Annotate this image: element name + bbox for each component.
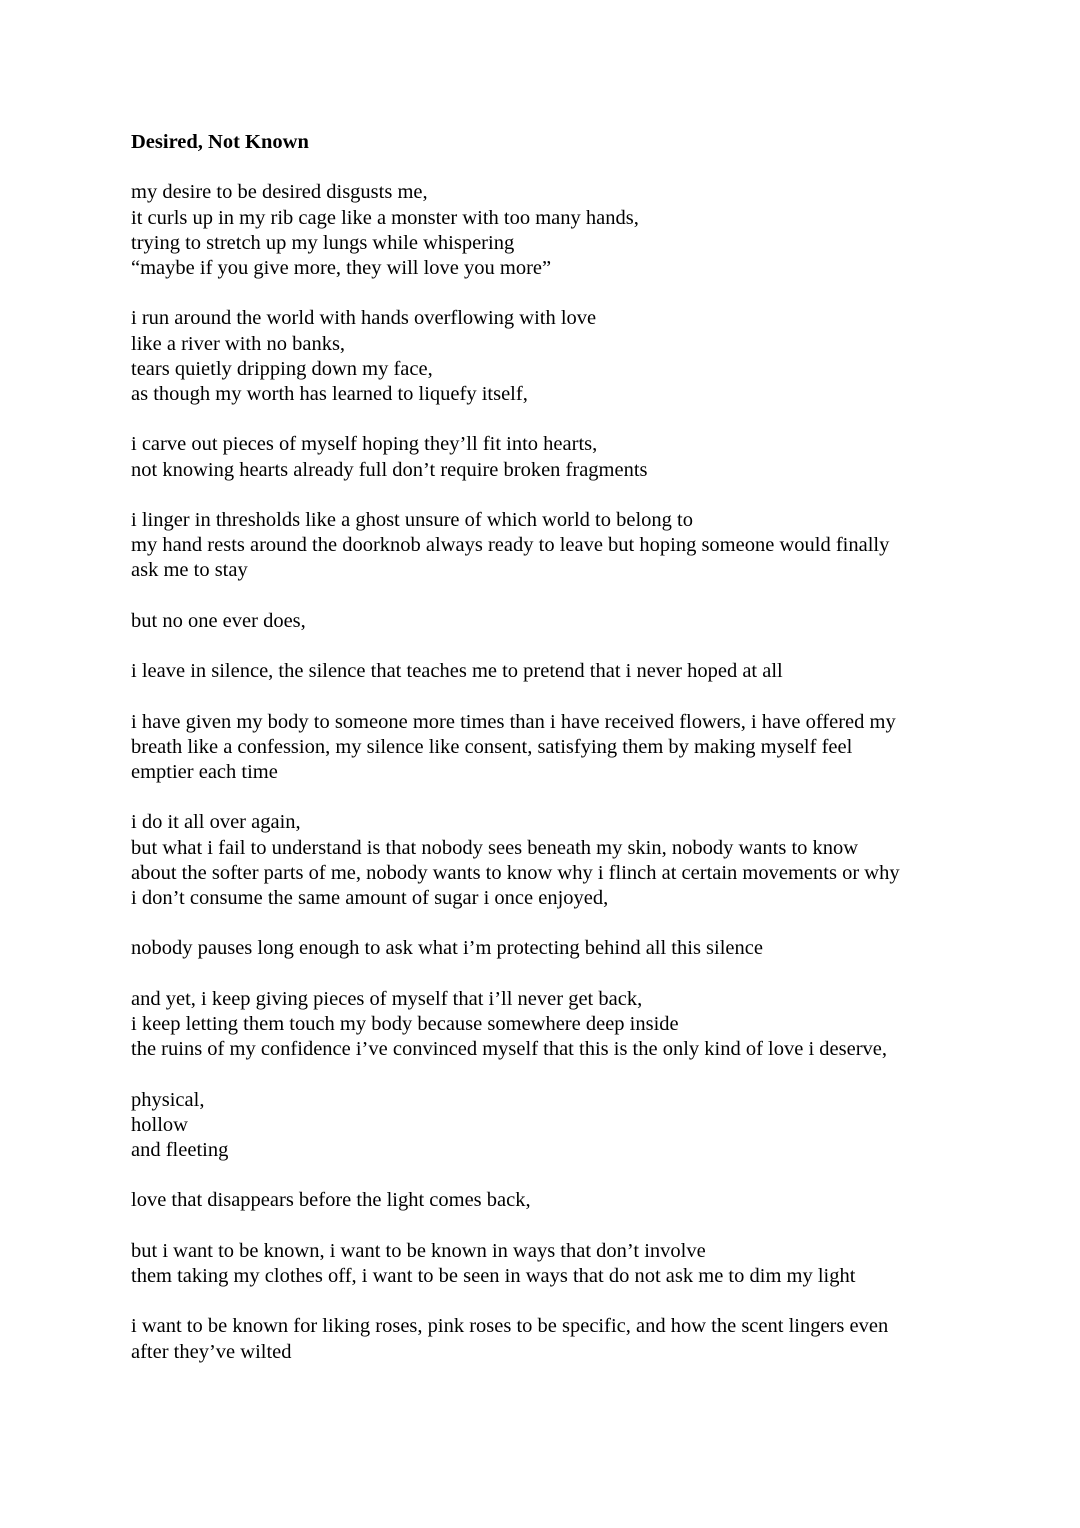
stanza: [131, 1239, 961, 1289]
poem-line: breath like a confession, my silence like consent, satisfying them by making myself feel: [131, 735, 853, 758]
stanza: [131, 180, 961, 281]
stanza: [131, 1088, 961, 1164]
stanza: [131, 1314, 961, 1364]
poem-line: i linger in thresholds like a ghost unsure of which world to belong to: [131, 508, 693, 531]
poem-line: i don’t consume the same amount of sugar i once enjoyed,: [131, 886, 609, 909]
poem-line: after they’ve wilted: [131, 1340, 292, 1363]
poem-line: it curls up in my rib cage like a monster with too many hands,: [131, 206, 639, 229]
poem-line: emptier each time: [131, 760, 278, 783]
poem-line: i carve out pieces of myself hoping they’ll fit into hearts,: [131, 433, 598, 456]
poem-line: trying to stretch up my lungs while whispering: [131, 231, 515, 254]
stanza: [131, 609, 961, 634]
poem-line: and fleeting: [131, 1138, 229, 1161]
stanza: [131, 432, 961, 482]
poem-line: physical,: [131, 1088, 205, 1111]
poem-line: love that disappears before the light comes back,: [131, 1189, 531, 1212]
stanza: [131, 1188, 961, 1213]
poem-line: but no one ever does,: [131, 609, 306, 632]
poem-line: not knowing hearts already full don’t require broken fragments: [131, 458, 648, 481]
poem-line: “maybe if you give more, they will love you more”: [131, 257, 552, 279]
poem-line: ask me to stay: [131, 559, 248, 582]
poem-line: but i want to be known, i want to be known in ways that don’t involve: [131, 1239, 706, 1262]
stanza: [131, 659, 961, 684]
stanza: [131, 710, 961, 786]
stanza: [131, 987, 961, 1063]
poem-line: like a river with no banks,: [131, 332, 346, 355]
poem-line: nobody pauses long enough to ask what i’m protecting behind all this silence: [131, 937, 763, 960]
poem-line: i do it all over again,: [131, 811, 301, 834]
poem-line: as though my worth has learned to liquefy itself,: [131, 383, 528, 405]
poem-line: i run around the world with hands overflowing with love: [131, 307, 597, 330]
document-page: [131, 130, 961, 1390]
poem-line: but what i fail to understand is that nobody sees beneath my skin, nobody wants to know: [131, 836, 859, 859]
poem-line: i keep letting them touch my body because somewhere deep inside: [131, 1012, 679, 1035]
poem-line: about the softer parts of me, nobody wants to know why i flinch at certain movements or why: [131, 861, 900, 884]
poem-line: my hand rests around the doorknob always ready to leave but hoping someone would finally: [131, 534, 890, 557]
poem-title: Desired, Not Known: [131, 131, 309, 153]
stanza: [131, 306, 961, 407]
stanza: [131, 936, 961, 961]
stanza: [131, 508, 961, 584]
poem-line: and yet, i keep giving pieces of myself that i’ll never get back,: [131, 987, 643, 1010]
poem-line: i want to be known for liking roses, pink roses to be specific, and how the scent lingers even: [131, 1315, 889, 1338]
poem-line: i have given my body to someone more times than i have received flowers, i have offered my: [131, 710, 896, 733]
poem-line: them taking my clothes off, i want to be seen in ways that do not ask me to dim my light: [131, 1264, 856, 1287]
poem-line: tears quietly dripping down my face,: [131, 357, 433, 380]
poem-line: the ruins of my confidence i’ve convinced myself that this is the only kind of love i deserve,: [131, 1038, 888, 1061]
stanza: [131, 810, 961, 911]
poem-line: my desire to be desired disgusts me,: [131, 181, 428, 204]
poem-line: i leave in silence, the silence that teaches me to pretend that i never hoped at all: [131, 660, 783, 683]
poem-line: hollow: [131, 1113, 188, 1136]
